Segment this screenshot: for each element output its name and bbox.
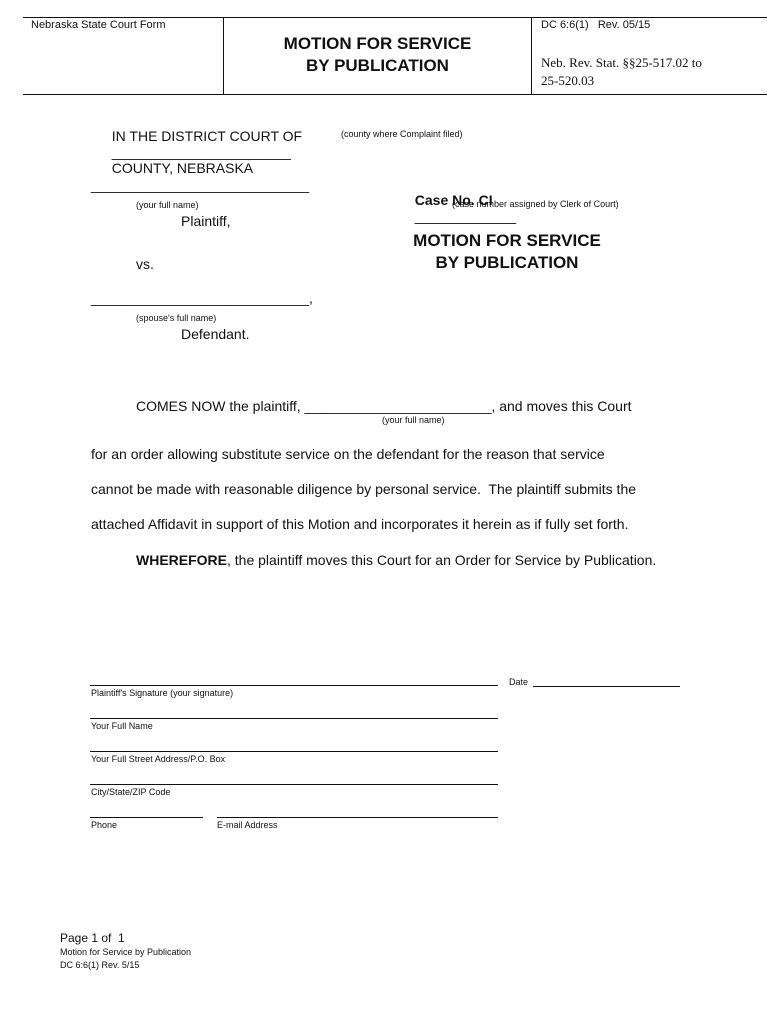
email-field[interactable] [217,817,498,818]
court-prefix: IN THE DISTRICT COURT OF [111,128,303,144]
city-state-zip-field[interactable] [90,784,498,785]
comes-now-suffix: , and moves this Court [491,398,632,414]
full-name-label: Your Full Name [91,721,153,731]
header-title [224,33,531,77]
paragraph-line-1: for an order allowing substitute service on the defendant for the reason that service [91,446,605,462]
city-state-zip-label: City/State/ZIP Code [91,787,171,797]
footer-form-name: Motion for Service by Publication [60,947,192,957]
statute-line1: Neb. Rev. Stat. §§25-517.02 to [541,55,702,70]
signature-label: Plaintiff's Signature (your signature) [91,688,234,698]
wherefore-bold: WHEREFORE [136,552,227,568]
comes-now-line [136,398,632,414]
county-field[interactable]: _______________________ [111,144,291,160]
footer-form-code: DC 6:6(1) Rev. 5/15 [60,960,140,970]
comes-now-hint: (your full name) [382,415,445,425]
wherefore-rest: , the plaintiff moves this Court for an Order for Service by Publication. [227,552,657,568]
state-form-label: Nebraska State Court Form [31,19,166,31]
court-line [104,112,302,176]
defendant-hint: (spouse's full name) [136,313,217,323]
plaintiff-name-field[interactable]: ____________________________ [91,177,310,193]
plaintiff-label: Plaintiff, [181,213,231,229]
case-number-label: Case No. CI [414,192,493,208]
case-number-hint: (case number assigned by Clerk of Court) [452,199,619,209]
address-label: Your Full Street Address/P.O. Box [91,754,226,764]
court-suffix: COUNTY, NEBRASKA [111,160,254,176]
defendant-label: Defendant. [181,326,250,342]
phone-label: Phone [91,820,118,830]
full-name-field[interactable] [90,718,498,719]
page-number: Page 1 of 1 [60,931,125,945]
signature-field[interactable] [90,685,498,686]
form-code: DC 6:6(1) Rev. 05/15 [541,19,651,31]
defendant-name-field[interactable]: ____________________________, [91,290,313,306]
vs-label: vs. [136,256,154,272]
address-field[interactable] [90,751,498,752]
statute-reference [541,54,702,90]
header-title-line2: BY PUBLICATION [306,56,449,75]
wherefore-line [136,552,656,568]
county-hint: (county where Complaint filed) [341,129,463,139]
phone-field[interactable] [90,817,203,818]
header-title-line1: MOTION FOR SERVICE [283,34,472,53]
date-field[interactable] [533,686,680,687]
comes-now-prefix: COMES NOW the plaintiff, [136,398,301,414]
caption-title-line1: MOTION FOR SERVICE [413,231,601,250]
plaintiff-name-field-body[interactable]: ________________________ [304,398,492,414]
caption-title [380,230,634,274]
statute-line2: 25-520.03 [541,73,595,88]
plaintiff-hint: (your full name) [136,200,199,210]
caption-title-line2: BY PUBLICATION [435,253,579,272]
paragraph-line-2: cannot be made with reasonable diligence by personal service. The plaintiff submits the [91,481,637,497]
case-number-field[interactable]: _____________ [414,208,517,224]
paragraph-line-3: attached Affidavit in support of this Motion and incorporates it herein as if fully set forth. [91,516,629,532]
date-label: Date [509,677,529,687]
email-label: E-mail Address [217,820,278,830]
